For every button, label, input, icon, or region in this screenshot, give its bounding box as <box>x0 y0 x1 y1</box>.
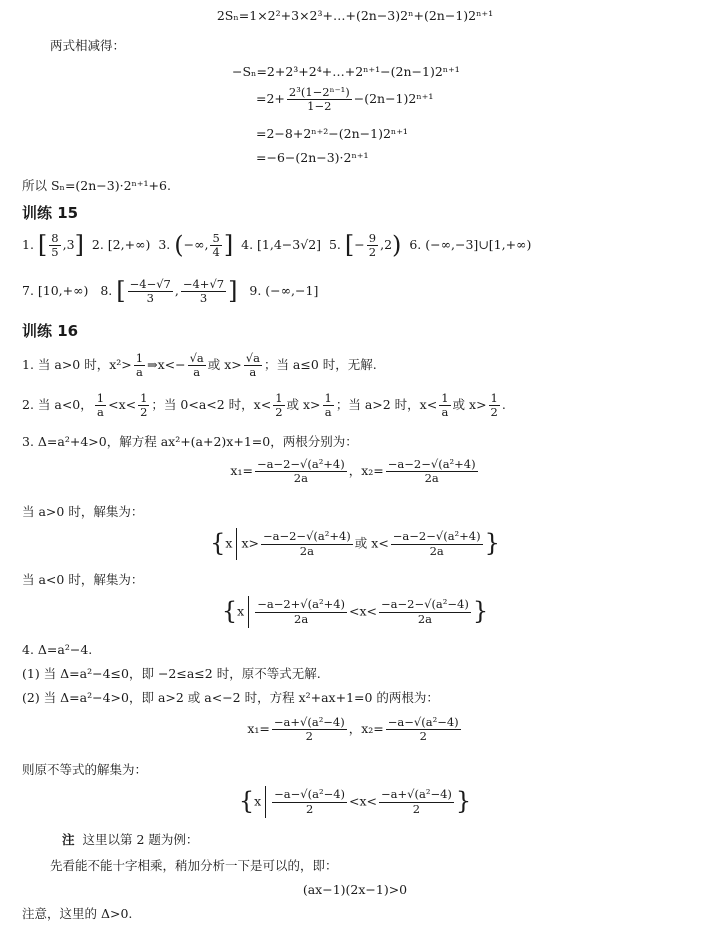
problem-3-positive: 当 a>0 时，解集为： <box>22 504 144 519</box>
text: x₁= <box>230 463 253 479</box>
numerator: −a−2−√(a²+4) <box>256 457 345 471</box>
bracket: ] <box>223 230 234 259</box>
set-bar <box>236 528 237 560</box>
text: <x< <box>108 397 137 413</box>
text: 1. 当 a>0 时，x²> <box>22 357 132 373</box>
answers-row-1 <box>22 232 531 259</box>
section-15-title: 训练 15 <box>22 204 79 222</box>
brace: { <box>238 787 255 816</box>
denominator: 2 <box>275 405 283 420</box>
numerator: −a−2−√(a²+4) <box>262 529 351 544</box>
derivation-line-1: −Sₙ=2+2³+2⁴+…+2ⁿ⁺¹−(2n−1)2ⁿ⁺¹ <box>232 64 460 79</box>
denominator: a <box>193 365 201 380</box>
text: 或 x< <box>354 535 389 551</box>
numerator: 1 <box>490 391 498 405</box>
numerator: −a−2−√(a²−4) <box>381 597 469 612</box>
brace: { <box>210 529 226 558</box>
fraction <box>439 392 450 419</box>
text: 或 x> <box>286 397 321 413</box>
fraction <box>386 458 478 485</box>
text: ，x₂= <box>348 463 384 479</box>
bracket: ] <box>228 276 238 305</box>
numerator: −a−2−√(a²+4) <box>392 529 481 544</box>
fraction <box>49 232 60 259</box>
text: −∞, <box>183 237 209 253</box>
bracket: ] <box>74 230 84 259</box>
note <box>62 834 198 847</box>
denominator: a <box>324 405 332 420</box>
text: x <box>225 535 233 551</box>
numerator: −a+√(a²−4) <box>381 787 452 802</box>
numerator: −a−2+√(a²+4) <box>257 597 346 612</box>
denominator: 3 <box>199 291 208 306</box>
fraction <box>272 716 347 743</box>
fraction <box>181 278 226 305</box>
denominator: 2 <box>305 801 314 816</box>
answer-2: 2. [2,+∞) <box>91 237 151 253</box>
denominator: a <box>441 405 449 420</box>
fraction <box>323 392 334 419</box>
answer-3-label: 3. <box>158 237 171 253</box>
fraction <box>128 278 173 305</box>
bracket: [ <box>37 230 48 259</box>
numerator: √a <box>245 351 260 365</box>
problem-4-case-1: (1) 当 Δ=a²−4≤0，即 −2≤a≤2 时，原不等式无解. <box>22 666 321 681</box>
fraction <box>210 232 221 259</box>
fraction <box>489 392 500 419</box>
note-last: 注意，这里的 Δ>0. <box>22 906 133 921</box>
text: − <box>354 237 365 253</box>
note-text: 这里以第 2 题为例： <box>82 832 199 847</box>
denominator: 2 <box>412 801 421 816</box>
numerator: 1 <box>96 391 105 405</box>
text: =2+ <box>256 91 285 107</box>
fraction <box>255 598 347 625</box>
fraction <box>367 232 378 259</box>
numerator: 2³(1−2ⁿ⁻¹) <box>288 85 350 99</box>
derivation-line-3: =2−8+2ⁿ⁺²−(2n−1)2ⁿ⁺¹ <box>256 126 408 141</box>
numerator: 1 <box>135 351 144 365</box>
bracket: [ <box>344 230 355 259</box>
denominator: a <box>97 405 104 420</box>
numerator: −4+√7 <box>182 277 225 291</box>
fraction <box>379 598 471 625</box>
denominator: 2a <box>294 611 309 626</box>
problem-3: 3. Δ=a²+4>0，解方程 ax²+(a+2)x+1=0，两根分别为： <box>22 434 358 449</box>
paren: ( <box>174 230 184 259</box>
text: <x< <box>349 603 378 619</box>
problem-2 <box>22 392 506 419</box>
bracket: [ <box>116 276 126 305</box>
conclusion: 所以 Sₙ=(2n−3)·2ⁿ⁺¹+6. <box>22 178 171 193</box>
text: 2. 当 a<0， <box>22 397 93 413</box>
derivation-line-4: =−6−(2n−3)·2ⁿ⁺¹ <box>256 150 369 165</box>
set-bar <box>248 596 249 628</box>
numerator: 9 <box>368 231 377 245</box>
numerator: 8 <box>51 231 59 245</box>
denominator: 2 <box>140 405 148 420</box>
denominator: 2 <box>368 245 377 260</box>
text: ,2 <box>380 237 393 253</box>
denominator: a <box>136 365 143 380</box>
denominator: 2 <box>490 405 498 420</box>
fraction <box>134 352 145 379</box>
text: 或 x> <box>452 397 487 413</box>
text: 或 x> <box>207 357 242 373</box>
denominator: a <box>249 365 257 380</box>
brace: } <box>484 529 500 558</box>
text: ；当 0<a<2 时，x< <box>151 397 272 413</box>
numerator: 1 <box>441 391 449 405</box>
equation-2sn: 2Sₙ=1×2²+3×2³+…+(2n−3)2ⁿ+(2n−1)2ⁿ⁺¹ <box>216 8 494 23</box>
fraction <box>95 392 106 419</box>
text: ⇒x<− <box>147 357 186 373</box>
text: x <box>254 793 262 809</box>
denominator: 2a <box>299 543 314 558</box>
fraction <box>391 530 483 557</box>
fraction <box>188 352 206 379</box>
text: x> <box>241 535 259 551</box>
text: x <box>237 603 245 619</box>
problem-1 <box>22 352 377 379</box>
solution-set-2 <box>0 596 710 628</box>
answers-row-2: 7. [10,+∞) 8. [ $\frac{-4-√7}{3}$ , $\frac{-4+√7}{3}$ ] 9. (−∞,−1] <box>22 276 319 306</box>
numerator: −a+√(a²−4) <box>273 715 345 729</box>
answer-7: 7. [10,+∞) <box>22 283 89 299</box>
denominator: 4 <box>212 245 220 260</box>
numerator: √a <box>189 351 204 365</box>
numerator: −a−√(a²−4) <box>387 715 459 729</box>
denominator: 2a <box>417 611 433 626</box>
answer-9: 9. (−∞,−1] <box>249 283 319 299</box>
denominator: 2 <box>419 729 427 744</box>
numerator: 1 <box>324 391 332 405</box>
brace: } <box>455 787 472 816</box>
note-equation: (ax−1)(2x−1)>0 <box>302 882 408 897</box>
text: −(2n−1)2ⁿ⁺¹ <box>353 91 434 107</box>
solution-set-3 <box>0 786 710 818</box>
fraction <box>273 392 284 419</box>
numerator: 1 <box>275 391 283 405</box>
text: ,3 <box>62 237 75 253</box>
denominator: 2 <box>305 729 313 744</box>
brace: { <box>221 597 238 626</box>
text: ；当 a≤0 时，无解. <box>263 357 377 373</box>
brace: } <box>472 597 489 626</box>
text: x₁= <box>247 721 270 737</box>
problem-3-negative: 当 a<0 时，解集为： <box>22 572 144 587</box>
numerator: −a−2−√(a²+4) <box>387 457 476 471</box>
set-bar <box>265 786 266 818</box>
answer-5-label: 5. <box>328 237 341 253</box>
solution-set-1 <box>0 528 710 560</box>
numerator: 1 <box>140 391 148 405</box>
denominator: 1−2 <box>307 99 332 114</box>
numerator: −a−√(a²−4) <box>274 787 346 802</box>
fraction <box>261 530 353 557</box>
fraction <box>272 788 347 815</box>
numerator: 5 <box>212 231 220 245</box>
answer-4: 4. [1,4−3√2] <box>241 237 322 253</box>
note-label: 注 <box>62 832 75 847</box>
fraction <box>244 352 262 379</box>
fraction <box>287 86 352 113</box>
text: . <box>501 397 506 413</box>
problem-4: 4. Δ=a²−4. <box>22 642 93 657</box>
denominator: 2a <box>429 543 444 558</box>
section-16-title: 训练 16 <box>22 322 79 340</box>
problem-4-case-2: (2) 当 Δ=a²−4>0，即 a>2 或 a<−2 时，方程 x²+ax+1=0 的两根为： <box>22 690 439 705</box>
fraction <box>379 788 454 815</box>
text: ；当 a>2 时，x< <box>335 397 438 413</box>
text: <x< <box>349 793 378 809</box>
denominator: 2a <box>424 471 439 486</box>
subtract-intro: 两式相减得： <box>50 38 126 53</box>
problem-4-roots <box>0 716 710 743</box>
numerator: −4−√7 <box>129 277 171 291</box>
denominator: 5 <box>51 245 59 260</box>
fraction <box>138 392 149 419</box>
denominator: 3 <box>146 291 154 306</box>
problem-3-roots <box>0 458 710 485</box>
problem-4-set-intro: 则原不等式的解集为： <box>22 762 148 777</box>
note-line-2: 先看能不能十字相乘，稍加分析一下是可以的，即： <box>50 858 338 873</box>
fraction <box>386 716 461 743</box>
derivation-line-2 <box>256 86 433 113</box>
paren: ) <box>392 230 402 259</box>
answer-6: 6. (−∞,−3]∪[1,+∞) <box>409 237 532 253</box>
denominator: 2a <box>293 471 308 486</box>
answer-8-label: 8. <box>100 283 113 299</box>
text: ，x₂= <box>348 721 384 737</box>
answer-1-label: 1. <box>22 237 34 253</box>
fraction <box>255 458 347 485</box>
